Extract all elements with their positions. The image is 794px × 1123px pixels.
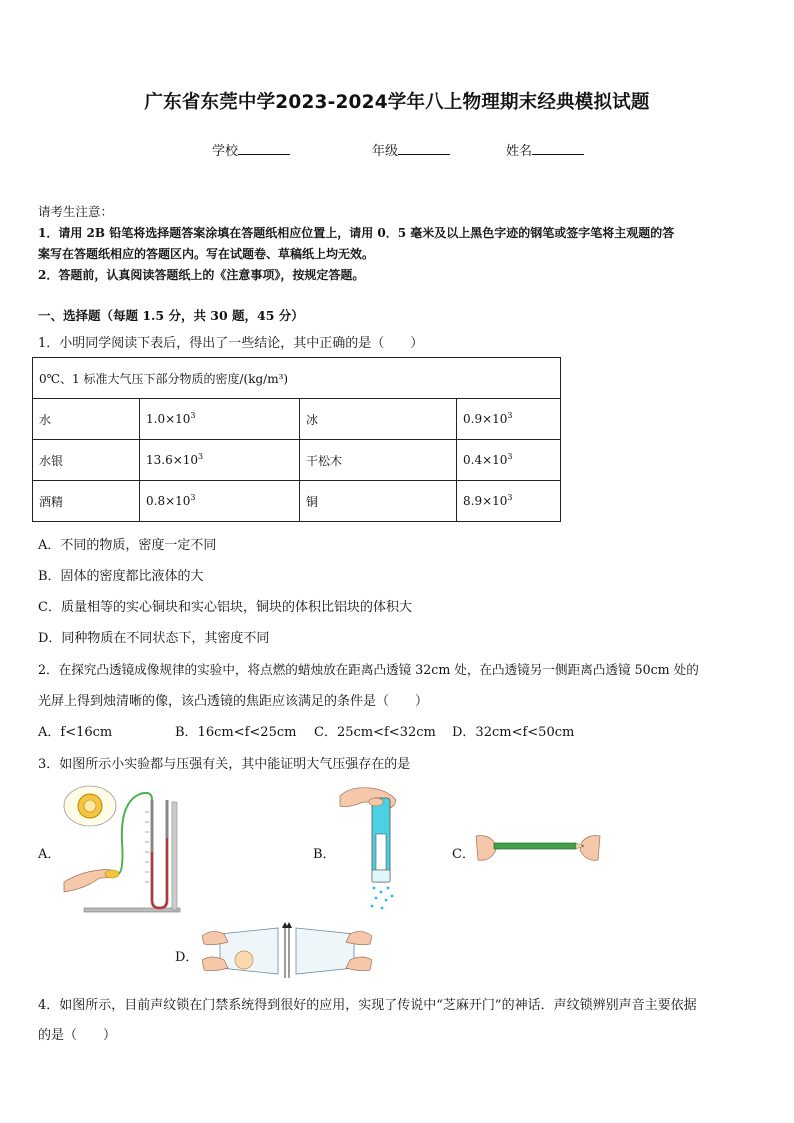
q3-label-a: A．: [38, 847, 61, 862]
name-label: 姓名: [506, 144, 533, 159]
q4-stem-line1: 4．如图所示，目前声纹锁在门禁系统得到很好的应用，实现了传说中“芝麻开门”的神话．声纹锁辨别声音主要依据: [38, 998, 697, 1013]
q2-option-b: B．16cm<f<25cm: [175, 725, 297, 740]
notice-item-1b: 案写在答题纸相应的答题区内。写在试题卷、草稿纸上均无效。: [38, 247, 375, 261]
density-table: [32, 357, 561, 522]
table-cell: 铜: [300, 481, 457, 522]
q4-stem-line2: 的是（ ）: [38, 1028, 117, 1043]
school-blank: [238, 142, 290, 155]
table-cell: $0.8\times 10^3$: [140, 481, 300, 522]
table-cell: $13.6\times 10^3$: [140, 440, 300, 481]
section-heading: 一、选择题（每题 1.5 分，共 30 题，45 分）: [38, 308, 304, 323]
school-label: 学校: [212, 144, 239, 159]
notice-heading: 请考生注意：: [38, 204, 114, 219]
table-header-row: [33, 358, 561, 399]
table-cell: 水银: [33, 440, 140, 481]
notice-item-2: 2．答题前，认真阅读答题纸上的《注意事项》，按规定答题。: [38, 268, 365, 282]
q3-stem: 3．如图所示小实验都与压强有关，其中能证明大气压强存在的是: [38, 757, 411, 772]
figure-water-tube: [336, 782, 406, 914]
q1-option-c: C．质量相等的实心铜块和实心铝块，铜块的体积比铝块的体积大: [38, 600, 412, 615]
table-cell: $0.9\times 10^3$: [457, 399, 561, 440]
table-row: [33, 440, 561, 481]
q1-option-d: D．同种物质在不同状态下，其密度不同: [38, 631, 270, 646]
q1-option-a: A．不同的物质，密度一定不同: [38, 538, 217, 553]
table-row: [33, 481, 561, 522]
table-cell: $1.0\times 10^3$: [140, 399, 300, 440]
table-cell: 水: [33, 399, 140, 440]
table-cell: $8.9\times 10^3$: [457, 481, 561, 522]
q1-stem: 1．小明同学阅读下表后，得出了一些结论，其中正确的是（ ）: [38, 336, 424, 351]
q2-option-a: A．f<16cm: [38, 725, 113, 740]
figure-manometer: [60, 782, 190, 914]
q2-stem-line1: 2．在探究凸透镜成像规律的实验中，将点燃的蜡烛放在距离凸透镜 32cm 处，在凸透镜另一侧距离凸透镜 50cm 处的: [38, 662, 699, 677]
q2-option-c: C．25cm<f<32cm: [314, 725, 436, 740]
grade-blank: [398, 142, 450, 155]
q3-label-b: B．: [313, 847, 336, 862]
figure-pencil-fingers: [474, 828, 602, 868]
q2-option-d: D．32cm<f<50cm: [452, 725, 575, 740]
table-cell: $0.4\times 10^3$: [457, 440, 561, 481]
name-field: [506, 140, 584, 159]
notice-item-1a: 1．请用 2B 铅笔将选择题答案涂填在答题纸相应位置上，请用 0．5 毫米及以上黑色字迹的钢笔或签字笔将主观题的答: [38, 226, 675, 240]
school-field: [212, 140, 290, 159]
page-title: 广东省东莞中学2023-2024学年八上物理期末经典模拟试题: [144, 92, 650, 113]
q3-label-d: D．: [175, 950, 199, 965]
table-cell: 冰: [300, 399, 457, 440]
name-blank: [532, 142, 584, 155]
grade-field: [372, 140, 450, 159]
table-row: [33, 399, 561, 440]
table-cell: 酒精: [33, 481, 140, 522]
table-cell: 干松木: [300, 440, 457, 481]
q1-option-b: B．固体的密度都比液体的大: [38, 569, 204, 584]
q2-stem-line2: 光屏上得到烛清晰的像，该凸透镜的焦距应该满足的条件是（ ）: [38, 694, 429, 709]
grade-label: 年级: [372, 144, 399, 159]
table-header: 0℃、1 标准大气压下部分物质的密度/(kg/m³): [33, 358, 561, 399]
figure-cylinder-ball: [202, 920, 372, 984]
q3-label-c: C．: [452, 847, 475, 862]
